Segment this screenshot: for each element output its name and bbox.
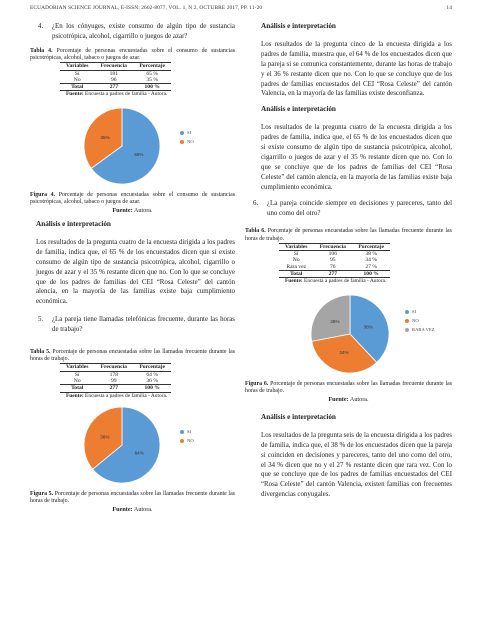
table-header: Porcentaje — [352, 243, 390, 250]
table-cell: 277 — [313, 271, 352, 278]
table-cell: 34 % — [365, 257, 378, 264]
legend-swatch — [180, 439, 184, 443]
table-cell: 76 — [329, 263, 336, 270]
legend-swatch — [180, 131, 184, 135]
caption-label: Figura 6. — [245, 380, 269, 387]
analysis-paragraph: Los resultados de la pregunta cinco de la encuesta dirigida a los padres de familia, muestra que, el 64 % de los encuestados dicen que la pareja si se comunica constantemente, durante las horas de trabajo y el 36 % restante dicen que no. Con lo que se concluye que de los padres de familias encuestados del CEI “Rosa Celeste” del cantón Valencia, en la mayoría de las familias existe desconfianza. — [261, 40, 452, 98]
table-total-row — [279, 271, 390, 278]
caption-label: Figura 5. — [30, 490, 54, 497]
section-heading: Análisis e interpretación — [261, 22, 336, 30]
question-text: ¿En los cónyuges, existe consumo de algún tipo de sustancia psicotrópica, alcohol, cigarrillo o juegos de azar? — [52, 23, 235, 40]
chart-legend — [180, 128, 194, 146]
table-cell: No — [73, 378, 81, 385]
figure-5-caption — [30, 491, 235, 505]
pie-data-label: 38% — [363, 323, 373, 329]
table-header: Porcentaje — [133, 364, 171, 371]
source-text: Autora. — [133, 506, 153, 514]
pie-data-label: 36% — [100, 434, 110, 440]
table-cell: Sí — [74, 70, 80, 77]
pie-data-label: 35% — [100, 134, 110, 140]
running-header — [30, 5, 452, 11]
table-cell: 95 — [329, 257, 336, 264]
question-number: 5. — [38, 316, 44, 324]
table-5 — [60, 363, 171, 398]
source-text: Encuesta a padres de familia - Autora. — [85, 392, 168, 399]
question-number: 6. — [253, 199, 259, 207]
table-source-row — [60, 392, 171, 399]
question-5 — [38, 315, 235, 335]
caption-label: Figura 4. — [30, 191, 56, 198]
legend-label: SI — [187, 428, 192, 434]
legend-label: SI — [412, 308, 417, 314]
source-label: Fuente: — [112, 207, 133, 215]
pie-data-label: 28% — [330, 318, 340, 324]
table-cell: 96 — [110, 76, 117, 83]
table-cell: 277 — [94, 84, 133, 91]
legend-item — [180, 436, 194, 445]
table-source — [279, 278, 390, 285]
table-header: Variables — [60, 364, 94, 371]
pie-data-label: 64% — [134, 450, 144, 456]
table-source-row — [279, 278, 390, 285]
chart-legend — [180, 427, 194, 445]
table-cell: Total — [60, 385, 94, 392]
pie-data-label: 34% — [339, 349, 349, 355]
table-cell: 65 % — [146, 70, 159, 77]
table-cell: 100 % — [352, 271, 390, 278]
table-row — [279, 251, 390, 258]
table-cell: 35 % — [146, 76, 159, 83]
legend-item — [405, 325, 435, 334]
chart-legend — [405, 307, 435, 334]
table-cell: 64 % — [146, 371, 159, 378]
table-header: Frecuencia — [313, 243, 352, 250]
table-cell: Sí — [74, 371, 80, 378]
table-cell: 99 — [110, 378, 117, 385]
table-cell: No — [73, 76, 81, 83]
legend-label: NO — [412, 317, 419, 323]
pie-chart-6 — [309, 293, 391, 375]
table-4-caption — [30, 48, 235, 62]
table-cell: 100 % — [133, 385, 171, 392]
figure-6-source — [245, 395, 452, 405]
caption-text: Porcentaje de personas encuestadas sobre las llamadas frecuente durante las horas de trabajo. — [245, 228, 452, 242]
table-source — [60, 91, 171, 98]
caption-text: Porcentaje de personas encuestadas sobre el consumo de sustancias psicotrópicas, alcohol, tabaco o juegos de azar. — [30, 191, 235, 205]
source-text: Autora. — [133, 207, 153, 215]
table-cell: Rara vez — [286, 263, 307, 270]
table-row — [279, 257, 390, 263]
analysis-paragraph: Los resultados de la pregunta cuatro de la encuesta dirigida a los padres de familia, indica que, el 65 % de los encuestados dicen que si existe consumo de algún tipo de sustancia psicotrópica, alcohol, cigarrillo o juegos de azar y el 35 % restante dicen que no. Con lo que se concluye que de los padres de familias del CEI “Rosa Celeste” del cantón alencia, en la mayoría de las familias existe baja cumplimiento económica. — [261, 124, 452, 191]
legend-item — [180, 137, 194, 146]
table-6 — [279, 243, 390, 285]
page-number: 14 — [446, 5, 452, 11]
table-header: Porcentaje — [133, 63, 171, 70]
table-cell: 36 % — [146, 378, 159, 385]
question-text: ¿La pareja coincide siempre en decisiones y pareceres, tanto del uno como del otro? — [267, 199, 452, 217]
table-cell: Total — [279, 271, 313, 278]
analysis-paragraph: Los resultados de la pregunta seis de la encuesta dirigida a los padres de familia, indica que, el 38 % de los encuestados dicen que la pareja si coinciden en decisiones y pareceres, tanto del uno como del otro, el 34 % dicen que no y el 27 % restante dicen que rara vez. Con lo que se concluye que de los padres de familias encuestados del CEI “Rosa Celeste” del cantón Valencia, existen familias con frecuentes divergencias conyugales. — [261, 431, 452, 499]
figure-4-caption — [30, 192, 235, 206]
table-header-row — [279, 243, 390, 250]
table-cell: Total — [60, 84, 94, 91]
section-heading: Análisis e interpretación — [36, 220, 111, 229]
source-label: Fuente: — [285, 278, 303, 285]
caption-label: Tabla 5. — [30, 349, 51, 356]
pie-chart-5 — [82, 405, 162, 485]
left-column — [30, 22, 235, 515]
caption-label: Tabla 4. — [30, 47, 53, 54]
table-cell: 27 % — [365, 263, 378, 270]
source-label: Fuente: — [66, 91, 84, 98]
legend-swatch — [405, 319, 409, 323]
legend-swatch — [180, 430, 184, 434]
legend-item — [405, 307, 435, 316]
source-text: Autora. — [349, 396, 369, 403]
table-cell: 100 % — [133, 84, 171, 91]
caption-text: Porcentaje de personas encuestadas sobre las llamadas frecuente durante las horas de trabajo. — [30, 490, 235, 505]
question-text: ¿La pareja tiene llamadas telefónicas frecuente, durante las horas de trabajo? — [52, 316, 235, 334]
caption-text: Porcentaje de personas encuestadas sobre las llamadas frecuente durante las horas de trabajo. — [30, 349, 235, 363]
figure-6 — [245, 293, 452, 375]
legend-item — [405, 316, 435, 325]
question-4 — [38, 22, 235, 42]
table-header: Frecuencia — [94, 364, 133, 371]
legend-item — [180, 427, 194, 436]
journal-header: ECUADORIAN SCIENCE JOURNAL, E-ISSN: 2602-8077, VOL. 1, N 2, OCTUBRE 2017, PP. 11-20 — [30, 5, 263, 11]
table-cell: 178 — [109, 371, 118, 378]
legend-label: NO — [187, 437, 194, 443]
legend-swatch — [405, 328, 409, 332]
source-text: Encuesta a padres de familia - Autora. — [304, 278, 387, 285]
table-cell: 181 — [109, 70, 118, 77]
table-total-row — [60, 385, 171, 392]
pie-data-label: 65% — [134, 151, 144, 157]
legend-item — [180, 128, 194, 137]
table-row — [60, 77, 171, 84]
table-header-row — [60, 364, 171, 371]
question-6 — [253, 199, 452, 219]
table-cell: 277 — [94, 385, 133, 392]
table-header: Variables — [60, 63, 94, 70]
right-column — [245, 22, 452, 500]
table-row — [60, 70, 171, 77]
source-label: Fuente: — [66, 392, 84, 399]
table-4 — [60, 62, 171, 97]
caption-text: Porcentaje de personas encuestadas sobre las llamadas frecuente durante las horas de trabajo. — [245, 380, 452, 394]
caption-label: Tabla 6. — [245, 228, 266, 235]
table-header: Variables — [279, 243, 313, 250]
table-header-row — [60, 63, 171, 70]
table-total-row — [60, 84, 171, 91]
table-cell: No — [292, 257, 300, 264]
source-label: Fuente: — [112, 506, 133, 514]
table-source — [60, 392, 171, 399]
table-row — [60, 371, 171, 378]
analysis-paragraph: Los resultados de la pregunta cuatro de la encuesta dirigida a los padres de familia, indica que, el 65 % de los encuestados dicen que si existe consumo de algún tipo de sustancia psicotrópica, alcohol, cigarrillo o juegos de azar y el 35 % restante dicen que no. Con lo que se concluye que de los padres de familias del CEI “Rosa Celeste” del cantón alencia, en la mayoría de las familias existe baja cumplimiento económica. — [36, 238, 235, 306]
table-6-caption — [245, 228, 452, 242]
table-cell: 38 % — [365, 251, 378, 258]
table-header: Frecuencia — [94, 63, 133, 70]
question-number: 4. — [38, 23, 44, 30]
legend-label: NO — [187, 138, 194, 144]
figure-4 — [30, 106, 235, 186]
table-5-caption — [30, 349, 235, 363]
caption-text: Porcentaje de personas encuestadas sobre el consumo de sustancias psicotrópicas, alcohol, tabaco o juegos de azar. — [30, 47, 235, 62]
table-cell: 106 — [328, 251, 337, 258]
section-heading: Análisis e interpretación — [261, 105, 336, 114]
table-row — [279, 264, 390, 271]
table-source-row — [60, 91, 171, 98]
figure-6-caption — [245, 381, 452, 395]
table-cell: Sí — [293, 251, 299, 258]
legend-swatch — [180, 140, 184, 144]
legend-label: SI — [187, 129, 192, 135]
legend-label: RARA VEZ — [412, 326, 435, 332]
section-heading: Análisis e interpretación — [261, 412, 336, 421]
figure-5 — [30, 405, 235, 485]
pie-chart-4 — [82, 106, 162, 186]
table-row — [60, 378, 171, 385]
figure-4-source — [30, 206, 235, 216]
legend-swatch — [405, 310, 409, 314]
figure-5-source — [30, 505, 235, 515]
source-label: Fuente: — [328, 396, 349, 403]
source-text: Encuesta a padres de familia - Autora. — [85, 91, 168, 98]
